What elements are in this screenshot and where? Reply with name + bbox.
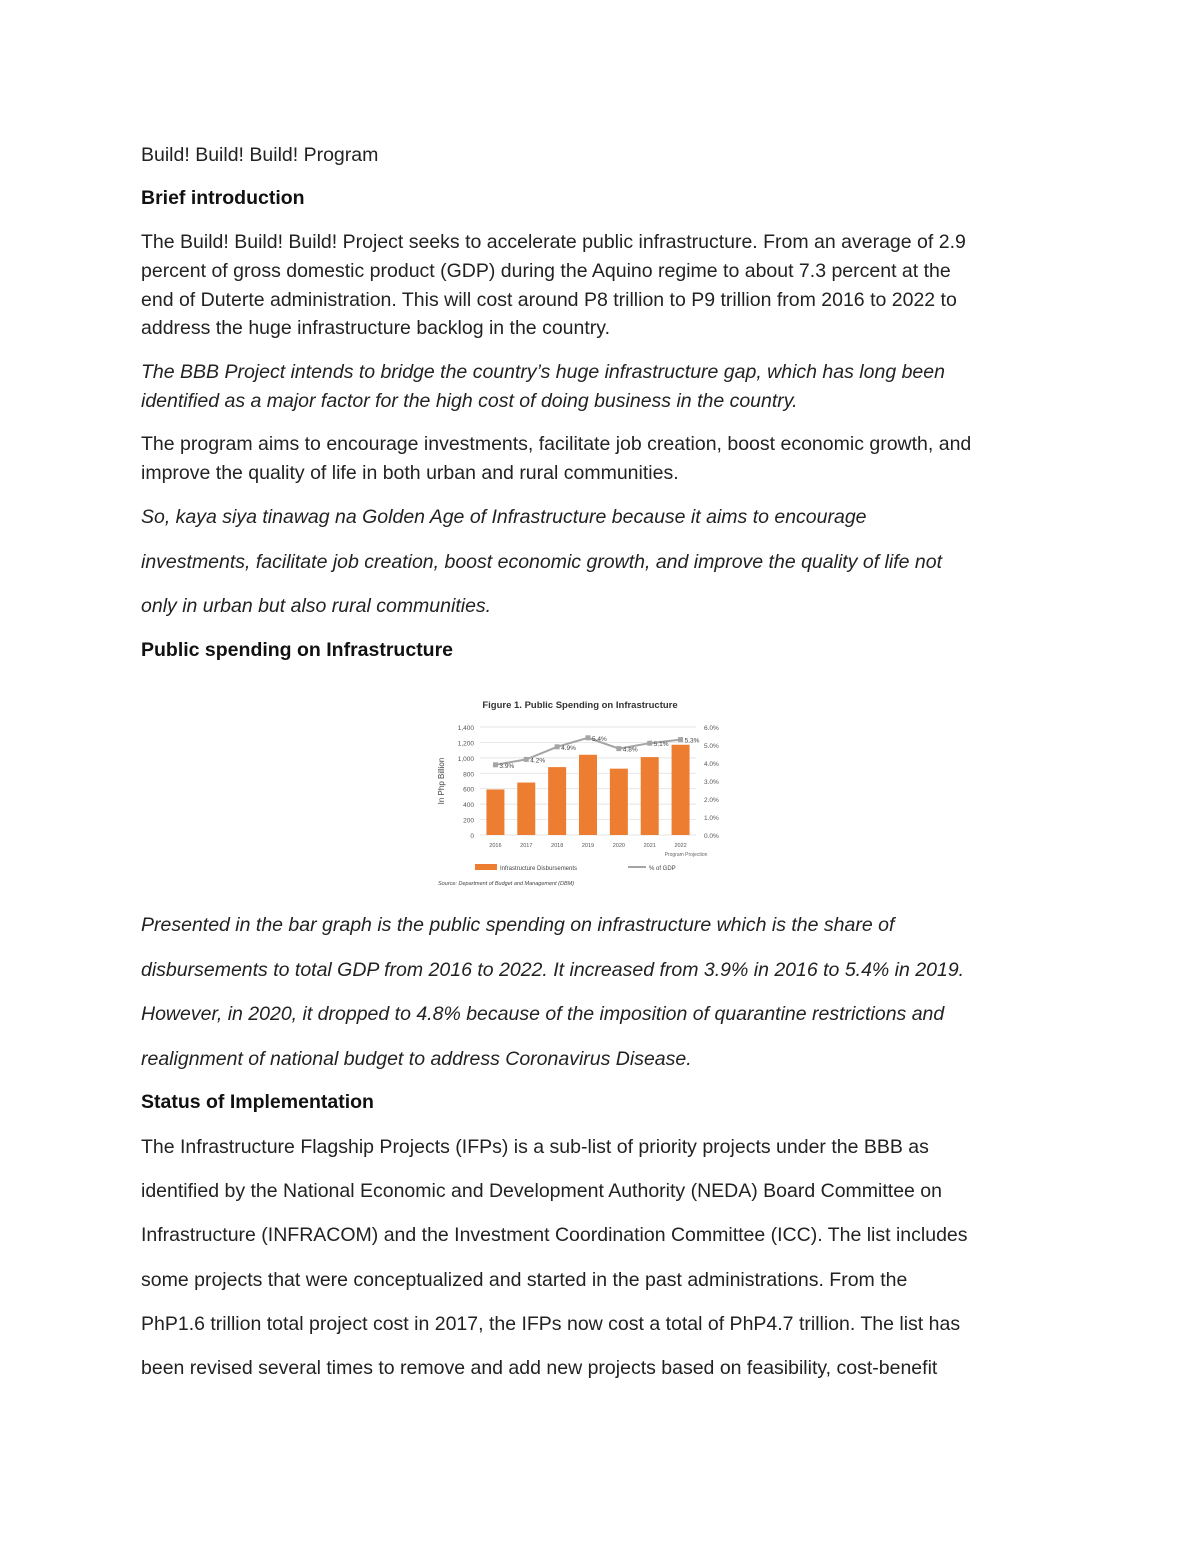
gdp-point — [647, 741, 652, 746]
gdp-data-label: 4.9% — [561, 744, 576, 752]
legend-label-disbursements: Infrastructure Disbursements — [500, 866, 578, 872]
paragraph-line: been revised several times to remove and add new projects based on feasibility, cost-benefit — [141, 1357, 938, 1379]
paragraph-line: The program aims to encourage investments, facilitate job creation, boost economic growth, and — [141, 433, 972, 455]
chart-title: Figure 1. Public Spending on Infrastructure — [482, 700, 678, 711]
y-tick-label: 1,200 — [457, 740, 474, 748]
paragraph-line: The BBB Project intends to bridge the country’s huge infrastructure gap, which has long been — [141, 361, 945, 383]
chart-source: Source: Department of Budget and Management (DBM) — [438, 881, 575, 887]
x-tick-label: 2020 — [612, 843, 625, 849]
gdp-data-label: 5.1% — [653, 741, 669, 749]
heading-status-of-implementation: Status of Implementation — [141, 1091, 374, 1113]
y-tick-label: 600 — [463, 786, 474, 794]
y-tick-label: 200 — [463, 817, 474, 825]
x-tick-label: 2018 — [551, 843, 564, 849]
gdp-point — [555, 744, 560, 749]
y-tick-label: 800 — [463, 771, 474, 779]
gdp-data-label: 5.3% — [684, 737, 700, 745]
y-tick-label: 400 — [463, 802, 474, 810]
gdp-data-label: 5.4% — [592, 735, 607, 743]
paragraph-line: However, in 2020, it dropped to 4.8% because of the imposition of quarantine restrictions and — [141, 1003, 945, 1025]
paragraph-line: Presented in the bar graph is the public spending on infrastructure which is the share of — [141, 914, 895, 936]
y2-tick-label: 6.0% — [704, 725, 719, 732]
paragraph-line: some projects that were conceptualized and started in the past administrations. From the — [141, 1268, 908, 1291]
y2-tick-label: 3.0% — [704, 779, 719, 786]
paragraph-line: The Build! Build! Build! Project seeks to accelerate public infrastructure. From an average of 2.9 — [141, 231, 966, 253]
y-tick-label: 1,400 — [457, 725, 474, 732]
legend-bar-swatch — [475, 864, 497, 870]
heading-public-spending: Public spending on Infrastructure — [141, 639, 454, 661]
y-axis-label: In Php Billion — [437, 757, 446, 805]
y-tick-label: 1,000 — [457, 755, 474, 763]
paragraph-line: The Infrastructure Flagship Projects (IFPs) is a sub-list of priority projects under the BBB as — [141, 1136, 929, 1158]
paragraph-line: disbursements to total GDP from 2016 to 2022. It increased from 3.9% in 2016 to 5.4% in 2019. — [141, 958, 965, 981]
bar — [610, 769, 628, 835]
bar — [548, 767, 566, 835]
x-tick-label: 2017 — [520, 843, 533, 849]
paragraph-line: realignment of national budget to address Coronavirus Disease. — [141, 1047, 692, 1070]
heading-brief-introduction: Brief introduction — [141, 187, 305, 209]
public-spending-chart — [420, 690, 740, 890]
paragraph-line: end of Duterte administration. This will cost around P8 trillion to P9 trillion from 2016 to 2022 to — [141, 288, 957, 311]
paragraph-line: investments, facilitate job creation, boost economic growth, and improve the quality of life not — [141, 550, 943, 573]
gdp-point — [616, 746, 621, 751]
document-title: Build! Build! Build! Program — [141, 144, 379, 166]
gdp-point — [493, 762, 498, 767]
paragraph-line: identified as a major factor for the high cost of doing business in the country. — [141, 390, 798, 412]
y2-tick-label: 5.0% — [704, 743, 719, 750]
bar — [579, 755, 597, 835]
gdp-data-label: 3.9% — [499, 762, 515, 770]
paragraph-line: So, kaya siya tinawag na Golden Age of Infrastructure because it aims to encourage — [141, 506, 867, 528]
y2-tick-label: 1.0% — [704, 815, 719, 822]
bar — [517, 783, 535, 835]
gdp-data-label: 4.2% — [530, 757, 546, 765]
bar — [641, 757, 659, 835]
x-tick-label: 2016 — [489, 843, 502, 849]
gdp-point — [678, 737, 683, 742]
gdp-data-label: 4.8% — [622, 746, 638, 754]
paragraph-line: only in urban but also rural communities. — [141, 595, 492, 617]
y-tick-label: 0 — [470, 833, 474, 840]
x-tick-label: 2022 — [674, 843, 687, 849]
paragraph-line: improve the quality of life in both urban and rural communities. — [141, 462, 679, 484]
paragraph-line: identified by the National Economic and Development Authority (NEDA) Board Committee on — [141, 1180, 942, 1203]
y2-tick-label: 0.0% — [704, 833, 719, 840]
bar — [486, 789, 504, 835]
paragraph-line: address the huge infrastructure backlog in the country. — [141, 317, 610, 340]
gdp-point — [586, 735, 591, 740]
paragraph-line: Infrastructure (INFRACOM) and the Investment Coordination Committee (ICC). The list includes — [141, 1224, 968, 1247]
paragraph-line: percent of gross domestic product (GDP) during the Aquino regime to about 7.3 percent at the — [141, 259, 951, 282]
x-tick-label: 2021 — [643, 843, 656, 849]
gdp-point — [524, 757, 529, 762]
y2-tick-label: 4.0% — [704, 761, 719, 768]
x-axis-note: Program Projection — [664, 852, 708, 858]
legend-label-gdp: % of GDP — [649, 866, 676, 872]
bar — [672, 745, 690, 835]
paragraph-line: PhP1.6 trillion total project cost in 2017, the IFPs now cost a total of PhP4.7 trillion. The list has — [141, 1312, 961, 1335]
x-tick-label: 2019 — [581, 843, 595, 849]
y2-tick-label: 2.0% — [704, 797, 719, 804]
